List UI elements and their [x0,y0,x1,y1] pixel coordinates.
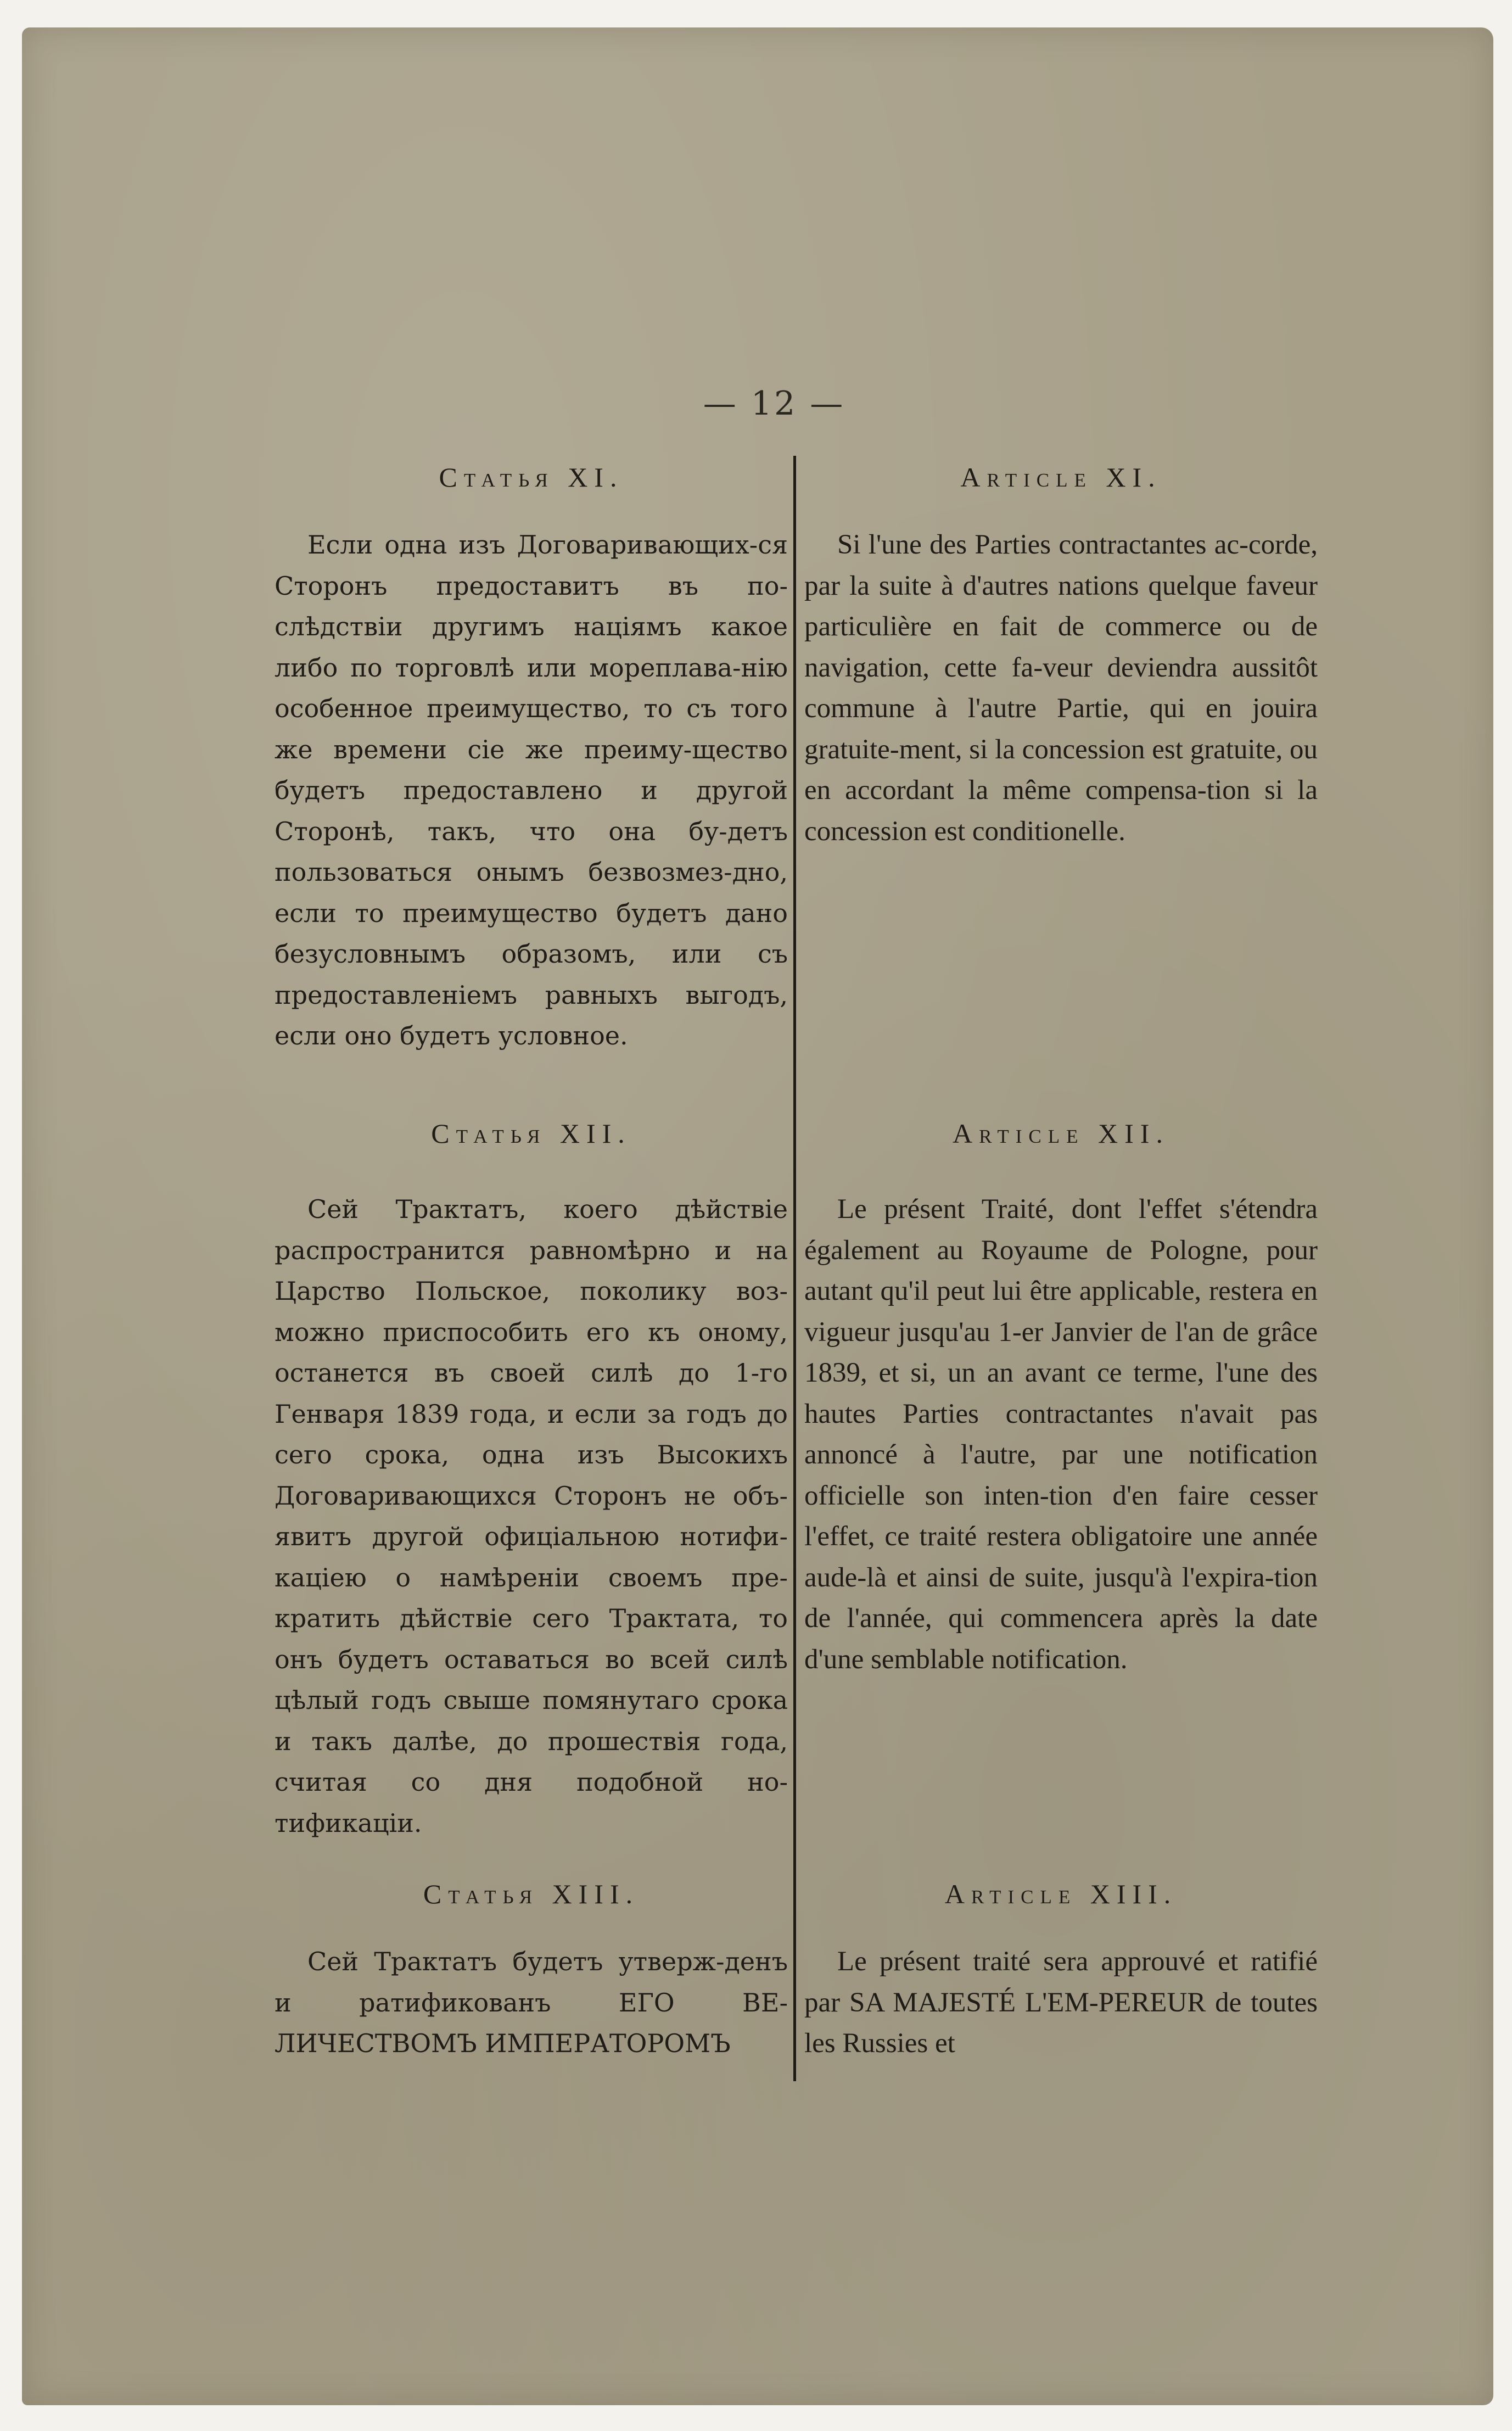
article-13-text-ru: Сей Трактатъ будетъ утверж-денъ и ратификованъ ЕГО ВЕ-ЛИЧЕСТВОМЪ ИМПЕРАТОРОМЪ [275,1947,788,2058]
article-11-text-fr: Si l'une des Parties contractantes ac-corde, par la suite à d'autres nations quelque faveur particulière en fait de commerce ou de navigation, cette fa-veur deviendra aussitôt commune à l'autre Partie, qui en jouira gratuite-ment, si la concession est gratuite, ou en accordant la même compensa-tion si la concession est conditionelle. [804,529,1318,847]
article-13-heading-fr: Article XIII. [944,1879,1178,1909]
article-13-text-fr: Le présent traité sera approuvé et ratifié par SA MAJESTÉ L'EM-PEREUR de toutes les Russies et [804,1946,1318,2059]
article-12-text-fr: Le présent Traité, dont l'effet s'étendra également au Royaume de Pologne, pour autant qu'il peut lui être applicable, restera en vigueur jusqu'au 1-er Janvier de l'an de grâce 1839, et si, un an avant ce terme, l'une des hautes Parties contractantes n'avait pas annoncé à l'autre, par une notification officielle son inten-tion d'en faire cesser l'effet, ce traité restera obligatoire une année aude-là et ainsi de suite, jusqu'à l'expira-tion de l'année, qui commencera après la date d'une semblable notification. [804,1194,1318,1675]
page-number: — 12 — [703,384,845,423]
article-11-heading-ru: Статья XI. [439,462,624,493]
article-13-heading-ru: Статья XIII. [423,1879,640,1909]
article-12-heading-ru: Статья XII. [431,1118,631,1149]
article-11-heading-fr: Article XI. [960,462,1162,493]
article-12-heading-fr: Article XII. [953,1118,1169,1149]
article-12-text-ru: Сей Трактатъ, коего дѣйствіе распространится равномѣрно и на Царство Польское, поколику воз-можно приспособить его къ оному, останется въ своей силѣ до 1-го Генваря 1839 года, и если за годъ до сего срока, одна изъ Высокихъ Договаривающихся Сторонъ не объ-явитъ другой офиціальною нотифи-каціею о намѣреніи своемъ пре-кратить дѣйствіе сего Трактата, то онъ будетъ оставаться во всей силѣ цѣлый годъ свыше помянутаго срока и такъ далѣе, до прошествія года, считая со дня подобной но-тификаціи. [275,1194,788,1838]
column-divider [793,456,796,2081]
article-11-text-ru: Если одна изъ Договаривающих-ся Сторонъ предоставитъ въ по-слѣдствіи другимъ націямъ какое либо по торговлѣ или мореплава-нію особенное преимущество, то съ того же времени сіе же преиму-щество будетъ предоставлено и другой Сторонѣ, такъ, что она бу-детъ пользоваться онымъ безвозмез-дно, если то преимущество будетъ дано безусловнымъ образомъ, или съ предоставленіемъ равныхъ выгодъ, если оно будетъ условное. [275,530,788,1050]
